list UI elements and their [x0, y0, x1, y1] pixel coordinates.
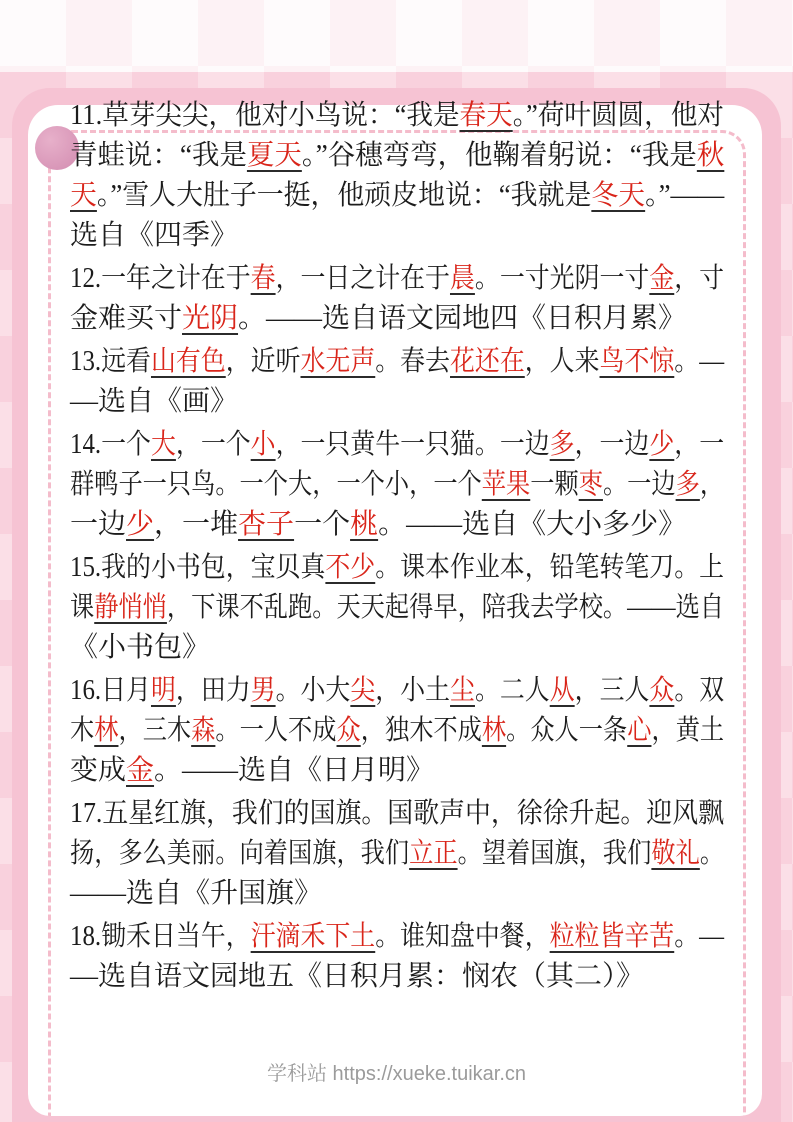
text-segment: ，一: [674, 429, 725, 460]
text-segment: 。—: [674, 346, 725, 377]
text-line: [70, 794, 725, 834]
text-segment: ，: [699, 469, 725, 500]
text-line: [70, 588, 725, 628]
highlighted-word: 山有色: [150, 346, 226, 377]
text-segment: 。春去: [375, 346, 451, 377]
text-segment: 11.草芽尖尖，他对小鸟说：“我是: [70, 100, 460, 131]
text-segment: ，小土: [375, 675, 451, 706]
highlighted-word: 光阴: [182, 303, 239, 334]
passage-item-18: [70, 917, 724, 997]
footer: [0, 1057, 793, 1086]
text-segment: 。一人不成: [215, 715, 337, 746]
text-segment: 。小大: [275, 675, 351, 706]
text-segment: 。一寸光阴一寸: [474, 263, 650, 294]
text-line: [70, 299, 724, 339]
passage-item-14: [70, 425, 724, 545]
text-segment: 。双: [674, 675, 725, 706]
text-segment: 。—: [674, 921, 725, 952]
highlighted-word: 心: [627, 715, 652, 746]
passage-item-15: [70, 548, 724, 668]
text-segment: 。”荷叶圆圆，他对: [512, 100, 724, 131]
passage-item-12: [70, 259, 724, 339]
text-line: [70, 874, 724, 914]
highlighted-word: 不少: [325, 552, 376, 583]
text-segment: 一个: [294, 509, 351, 540]
text-segment: 17.五星红旗，我们的国旗。国歌声中，徐徐升起。迎风飘: [70, 798, 725, 829]
highlighted-word: 多: [675, 469, 700, 500]
text-segment: ，人来: [524, 346, 600, 377]
highlighted-word: 林: [481, 715, 507, 746]
watermark-text: 学科站 https://xueke.tuikar.cn: [267, 1063, 526, 1085]
text-segment: 16.日月: [70, 675, 151, 706]
highlighted-word: 晨: [449, 263, 475, 294]
passage-item-17: [70, 794, 724, 914]
text-segment: 《小书包》: [70, 632, 211, 663]
highlighted-word: 众: [336, 715, 361, 746]
text-segment: 。”谷穗弯弯，他鞠着躬说：“我是: [301, 140, 697, 171]
text-segment: 。众人一条: [506, 715, 628, 746]
text-segment: 。一边: [602, 469, 676, 500]
highlighted-word: 少: [126, 509, 155, 540]
text-line: [70, 917, 725, 957]
text-segment: 。谁知盘中餐，: [375, 921, 550, 952]
text-segment: 。: [699, 838, 725, 869]
text-segment: ，黄土: [651, 715, 725, 746]
text-segment: 18.锄禾日当午，: [70, 921, 251, 952]
highlighted-word: 水无声: [300, 346, 376, 377]
text-segment: 。——选自《日月明》: [154, 755, 435, 786]
text-line: [70, 628, 724, 668]
highlighted-word: 静悄悄: [94, 592, 167, 623]
text-line: [70, 548, 725, 588]
text-line: [70, 957, 724, 997]
passage-item-13: [70, 342, 724, 422]
text-line: [70, 259, 725, 299]
text-line: [70, 176, 725, 216]
text-segment: 扬，多么美丽。向着国旗，我们: [70, 838, 410, 869]
text-segment: 。”——: [645, 180, 725, 211]
text-segment: 群鸭子一只鸟。一个大，一个小，一个: [70, 469, 482, 500]
text-segment: 。课本作业本，铅笔转笔刀。上: [375, 552, 725, 583]
text-line: [70, 711, 725, 751]
text-segment: 一边: [70, 509, 127, 540]
text-line: [70, 216, 724, 256]
text-segment: 课: [70, 592, 95, 623]
text-segment: ，三人: [574, 675, 650, 706]
highlighted-word: 男: [250, 675, 276, 706]
highlighted-word: 敬礼: [651, 838, 700, 869]
text-segment: 一颗: [530, 469, 579, 500]
highlighted-word: 枣: [578, 469, 603, 500]
text-segment: 。——选自《大小多少》: [378, 509, 687, 540]
highlighted-word: 苹果: [481, 469, 531, 500]
highlighted-word: 金: [126, 755, 155, 786]
highlighted-word: 众: [649, 675, 675, 706]
passage-item-16: [70, 671, 724, 791]
text-line: [70, 382, 724, 422]
highlighted-word: 冬天: [591, 180, 646, 211]
highlighted-word: 小: [250, 429, 276, 460]
text-line: [70, 342, 725, 382]
text-line: [70, 671, 725, 711]
text-line: [70, 834, 725, 874]
text-segment: 15.我的小书包，宝贝真: [70, 552, 326, 583]
text-segment: 金难买寸: [70, 303, 183, 334]
highlighted-word: 从: [549, 675, 575, 706]
text-segment: 。——选自语文园地四《日积月累》: [238, 303, 687, 334]
text-segment: ，一边: [574, 429, 650, 460]
text-segment: 变成: [70, 755, 127, 786]
highlighted-word: 鸟不惊: [599, 346, 675, 377]
highlighted-word: 春: [250, 263, 276, 294]
passage-item-11: [70, 96, 724, 256]
highlighted-word: 林: [94, 715, 119, 746]
highlighted-word: 明: [150, 675, 176, 706]
text-segment: —选自《画》: [70, 386, 239, 417]
text-segment: ，田力: [175, 675, 251, 706]
highlighted-word: 秋: [696, 140, 725, 171]
text-line: [70, 505, 724, 545]
highlighted-word: 大: [150, 429, 176, 460]
highlighted-word: 少: [649, 429, 675, 460]
highlighted-word: 多: [549, 429, 575, 460]
text-segment: 。二人: [474, 675, 550, 706]
highlighted-word: 杏子: [238, 509, 295, 540]
highlighted-word: 天: [70, 180, 97, 211]
text-segment: 。望着国旗，我们: [457, 838, 652, 869]
text-segment: 。”雪人大肚子一挺，他顽皮地说：“我就是: [96, 180, 592, 211]
text-line: [70, 136, 725, 176]
highlighted-word: 尘: [450, 675, 475, 706]
text-segment: ，一只黄牛一只猫。一边: [275, 429, 550, 460]
text-segment: ，下课不乱跑。天天起得早，陪我去学校。——选自: [166, 592, 725, 623]
highlighted-word: 立正: [409, 838, 458, 869]
highlighted-word: 森: [191, 715, 216, 746]
text-segment: ，三木: [118, 715, 192, 746]
text-segment: 选自《四季》: [70, 220, 239, 251]
highlighted-word: 桃: [350, 509, 379, 540]
highlighted-word: 尖: [350, 675, 376, 706]
text-line: [70, 425, 725, 465]
text-line: [70, 96, 724, 136]
text-segment: ，近听: [225, 346, 301, 377]
highlighted-word: 夏天: [246, 140, 302, 171]
text-segment: ——选自《升国旗》: [70, 878, 323, 909]
text-segment: ，一日之计在于: [275, 263, 450, 294]
text-line: [70, 751, 724, 791]
text-segment: 青蛙说：“我是: [70, 140, 247, 171]
text-segment: 木: [70, 715, 95, 746]
highlighted-word: 金: [649, 263, 675, 294]
text-segment: ，独木不成: [360, 715, 482, 746]
text-segment: 12.一年之计在于: [70, 263, 251, 294]
text-line: [70, 465, 725, 505]
text-segment: ，一个: [175, 429, 251, 460]
text-segment: —选自语文园地五《日积月累：悯农（其二）》: [70, 961, 645, 992]
highlighted-word: 花还在: [450, 346, 525, 377]
text-segment: ，一堆: [154, 509, 239, 540]
text-segment: ，寸: [674, 263, 725, 294]
text-segment: 13.远看: [70, 346, 151, 377]
highlighted-word: 春天: [459, 100, 513, 131]
highlighted-word: 汗滴禾下土: [250, 921, 376, 952]
highlighted-word: 粒粒皆辛苦: [549, 921, 675, 952]
text-segment: 14.一个: [70, 429, 151, 460]
passage-list: [70, 96, 724, 1000]
top-band-background: [0, 0, 793, 72]
